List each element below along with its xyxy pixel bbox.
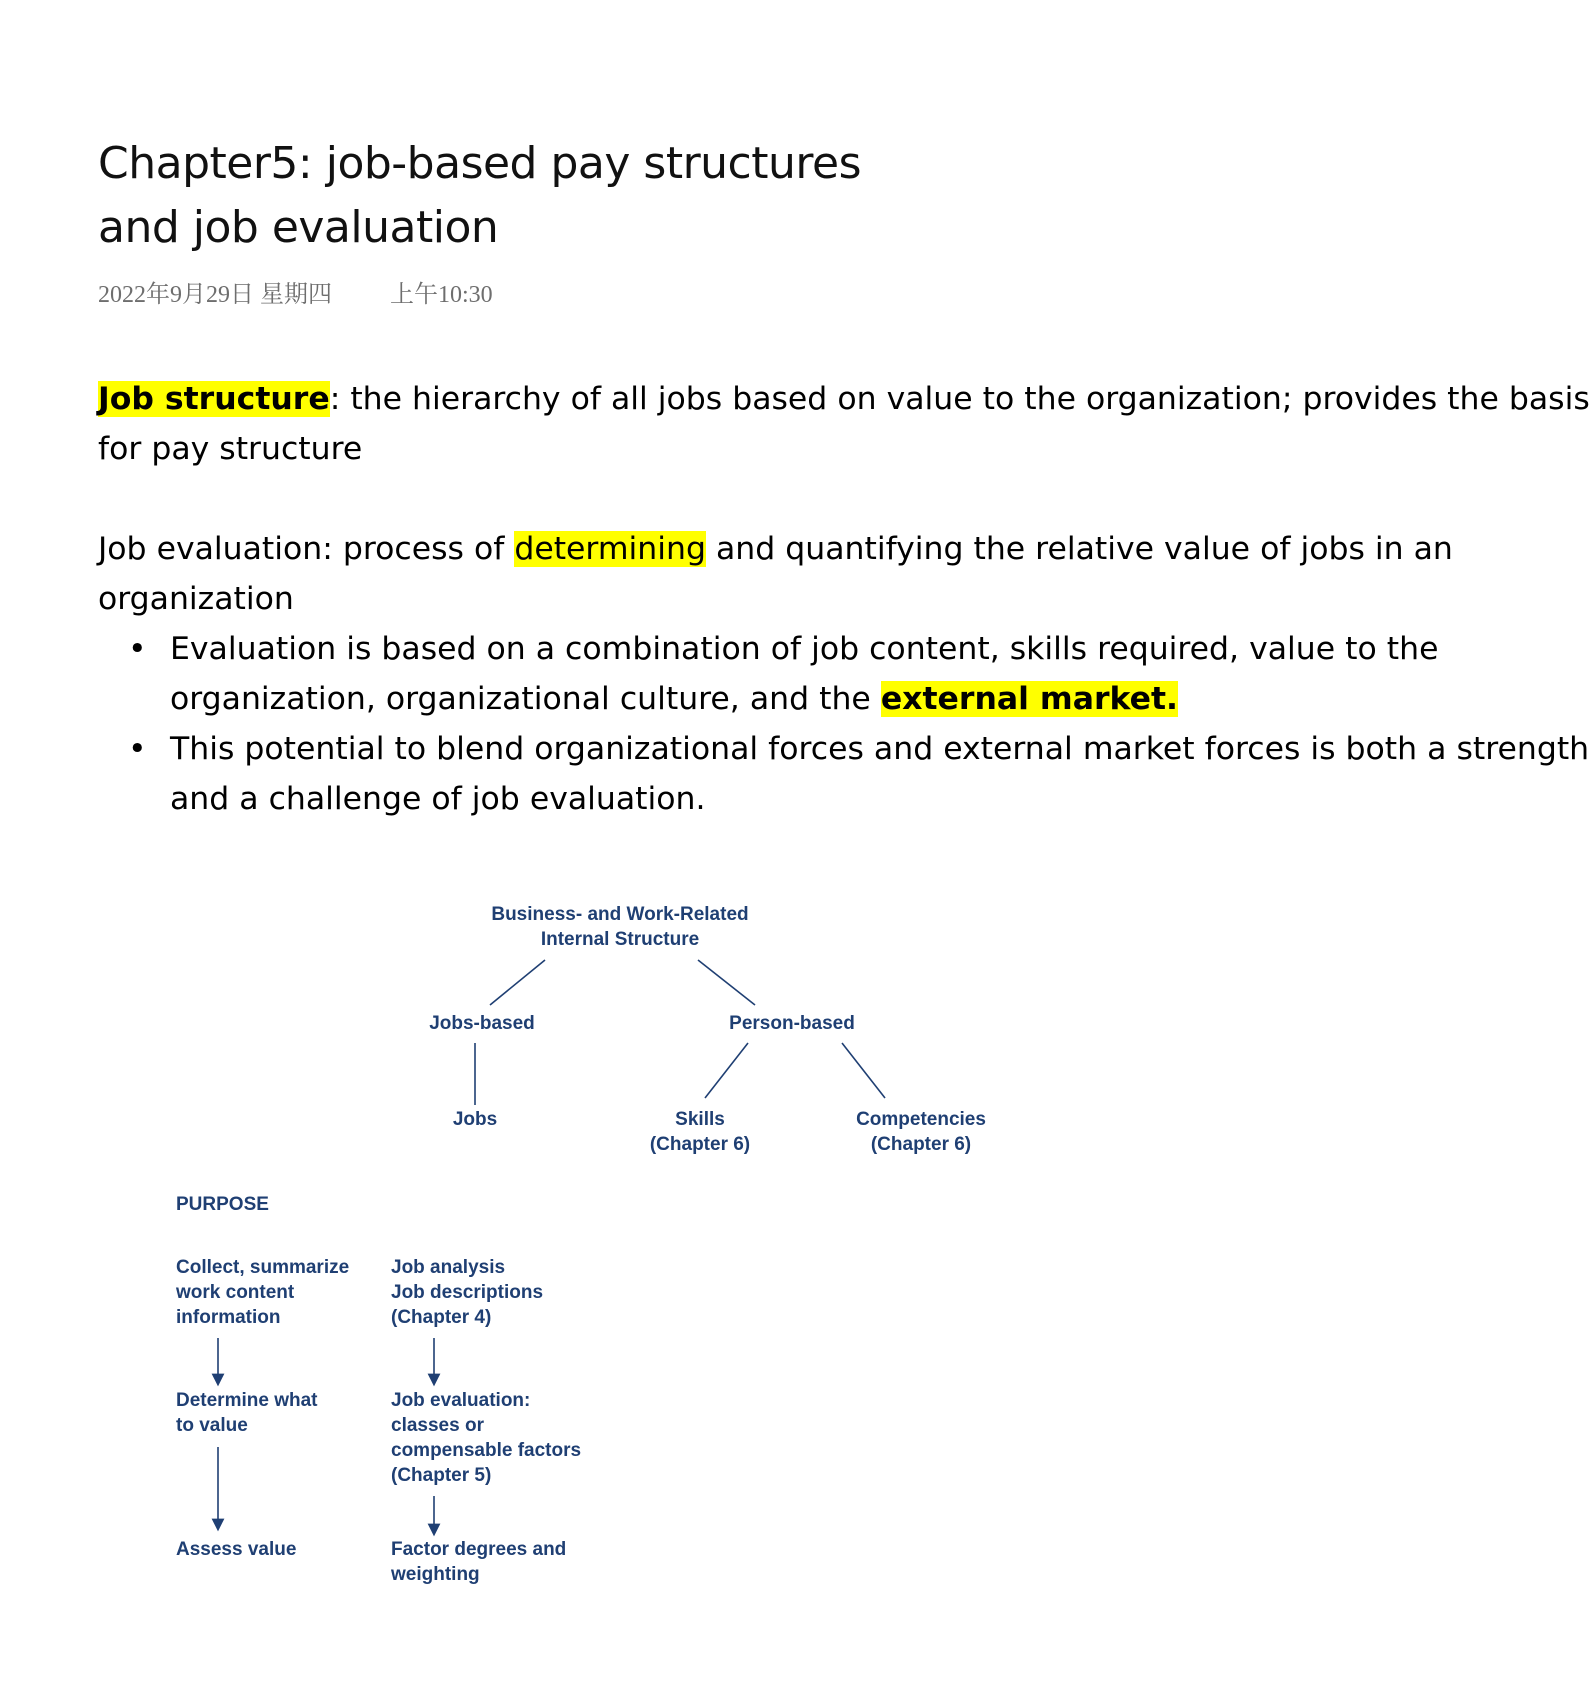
job-step: Factor degrees and weighting bbox=[391, 1539, 567, 1585]
paragraph-line: for pay structure bbox=[98, 431, 363, 467]
paragraph-text: and quantifying the relative value of jobs in an bbox=[705, 531, 1453, 567]
bullet-line bbox=[170, 674, 1200, 724]
highlighted-word: determining bbox=[514, 531, 706, 567]
connector-person-skills bbox=[705, 1043, 748, 1098]
bullet-text: organization, organizational culture, and the bbox=[170, 681, 881, 717]
bullet-item bbox=[98, 724, 1590, 824]
figure-connectors bbox=[0, 880, 1200, 1580]
job-step: Job analysis Job descriptions (Chapter 4) bbox=[391, 1257, 544, 1328]
job-step: Job evaluation: classes or compensable factors (Chapter 5) bbox=[391, 1390, 582, 1486]
note-timestamp bbox=[98, 274, 493, 309]
figure-purpose-header: PURPOSE bbox=[176, 1194, 269, 1215]
note-date: 2022年9月29日 星期四 bbox=[98, 282, 332, 308]
paragraph-text: Job evaluation: process of bbox=[98, 531, 515, 567]
paragraph-job-structure bbox=[98, 374, 1590, 474]
figure-competencies-label: Competencies (Chapter 6) bbox=[856, 1109, 986, 1155]
figure-jobs-based-label: Jobs-based bbox=[429, 1013, 535, 1034]
paragraph-line bbox=[98, 374, 1590, 424]
internal-structure-figure bbox=[0, 880, 1200, 1585]
connector-root-jobs-based bbox=[490, 960, 545, 1005]
page-title bbox=[98, 132, 861, 260]
highlighted-term: Job structure bbox=[98, 381, 330, 417]
connector-root-person-based bbox=[698, 960, 755, 1005]
figure-jobs-label: Jobs bbox=[452, 1109, 498, 1130]
bullet-line: This potential to blend organizational forces and external market forces is both a strength bbox=[170, 731, 1590, 767]
paragraph-line: organization bbox=[98, 581, 294, 617]
bullet-list bbox=[98, 624, 1590, 824]
paragraph-text: : the hierarchy of all jobs based on value to the organization; provides the basis bbox=[329, 381, 1590, 417]
bullet-item bbox=[98, 624, 1439, 724]
highlighted-term: external market. bbox=[880, 681, 1179, 717]
purpose-step: Assess value bbox=[176, 1539, 297, 1560]
figure-skills-label: Skills (Chapter 6) bbox=[649, 1109, 751, 1155]
connector-person-competencies bbox=[842, 1043, 885, 1098]
purpose-step: Collect, summarize work content information bbox=[176, 1257, 350, 1328]
bullet-line: and a challenge of job evaluation. bbox=[170, 781, 706, 817]
bullet-dot-icon: • bbox=[128, 731, 147, 767]
purpose-step: Determine what to value bbox=[176, 1390, 318, 1436]
figure-root-label: Business- and Work-Related Internal Structure bbox=[491, 904, 749, 950]
note-time: 上午10:30 bbox=[390, 282, 493, 308]
figure-person-based-label: Person-based bbox=[729, 1013, 855, 1034]
bullet-dot-icon: • bbox=[128, 631, 147, 667]
title-line-2: and job evaluation bbox=[98, 202, 499, 253]
paragraph-line bbox=[98, 524, 1453, 574]
title-line-1: Chapter5: job-based pay structures bbox=[98, 138, 861, 189]
paragraph-job-evaluation bbox=[98, 524, 1453, 624]
bullet-line: Evaluation is based on a combination of job content, skills required, value to the bbox=[170, 631, 1439, 667]
